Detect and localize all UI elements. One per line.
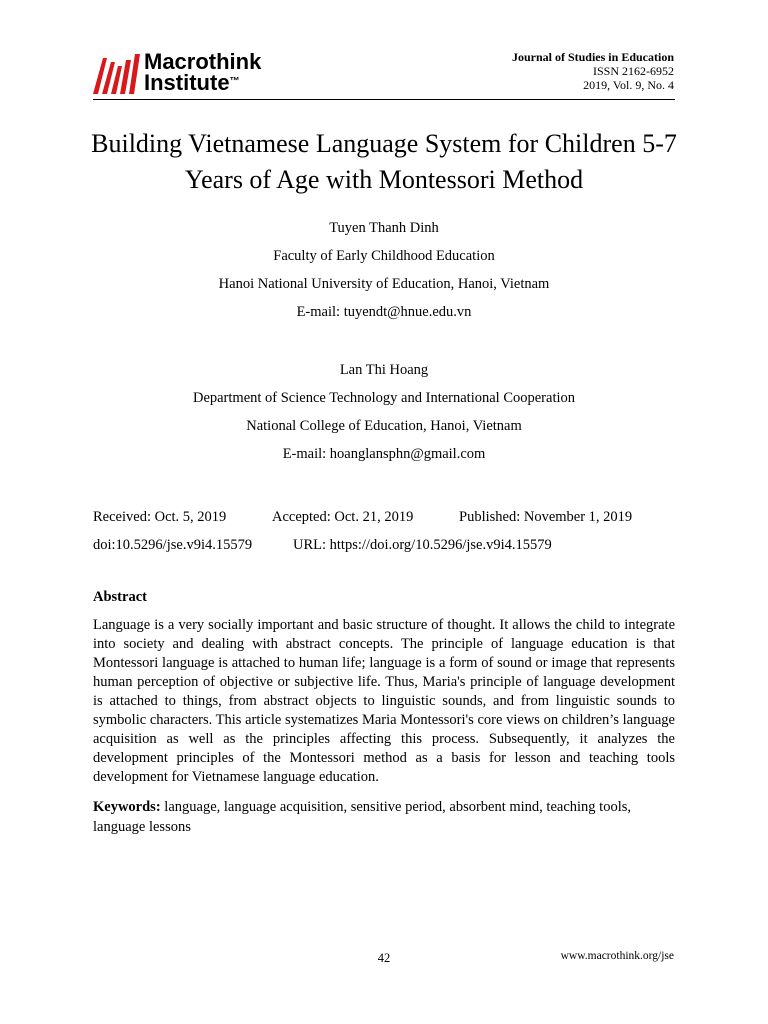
- footer-website[interactable]: www.macrothink.org/jse: [560, 950, 674, 962]
- author-name: Tuyen Thanh Dinh: [329, 220, 439, 236]
- logo-line-1: Macrothink: [144, 49, 262, 74]
- logo-wordmark: [144, 51, 261, 93]
- title-line-2: Years of Age with Montessori Method: [184, 165, 584, 194]
- author-email[interactable]: E-mail: tuyendt@hnue.edu.vn: [296, 304, 472, 320]
- page-number: 42: [377, 951, 391, 965]
- logo-line-2: Institute™: [144, 70, 240, 95]
- author-affiliation: Department of Science Technology and International Cooperation: [192, 390, 576, 406]
- trademark-mark: ™: [229, 76, 240, 87]
- author-institution: National College of Education, Hanoi, Vietnam: [246, 418, 522, 434]
- journal-issn: ISSN 2162-6952: [592, 64, 674, 78]
- published-date: Published: November 1, 2019: [459, 509, 633, 525]
- publisher-logo: [93, 50, 293, 96]
- paper-title: [60, 126, 708, 198]
- keywords-list: language, language acquisition, sensitive period, absorbent mind, teaching tools, language lessons: [93, 799, 632, 835]
- doi-row: [93, 531, 632, 559]
- publication-dates: [93, 503, 632, 559]
- accepted-date: Accepted: Oct. 21, 2019: [272, 509, 414, 525]
- macrothink-logo-icon: [93, 50, 141, 96]
- author-institution: Hanoi National University of Education, Hanoi, Vietnam: [218, 276, 550, 292]
- journal-volume: 2019, Vol. 9, No. 4: [583, 78, 674, 92]
- keywords-label: Keywords:: [93, 799, 161, 815]
- abstract-text: Language is a very socially important and basic structure of thought. It allows the child to integrate into society and dealing with abstract concepts. The principle of language education is that Montessori language is attached to human life; language is a form of sound or image that represents human perception of objective or subjective life. Thus, Maria's principle of language development is attached to things, from abstract objects to linguistic sounds, and from linguistic sounds to symbolic characters. This article systematizes Maria Montessori's core views on children’s language acquisition as well as the principles affecting this process. Subsequently, it analyzes the development principles of the Montessori method as a basis for lesson and teaching tools development for Vietnamese language education.: [93, 617, 675, 785]
- author-affiliation: Faculty of Early Childhood Education: [273, 248, 495, 264]
- author-email[interactable]: E-mail: hoanglansphn@gmail.com: [282, 446, 486, 462]
- doi-url[interactable]: URL: https://doi.org/10.5296/jse.v9i4.15579: [293, 537, 552, 553]
- author-name: Lan Thi Hoang: [339, 362, 429, 378]
- journal-name: Journal of Studies in Education: [511, 50, 674, 64]
- title-line-1: Building Vietnamese Language System for Children 5-7: [91, 129, 677, 158]
- journal-info: [512, 50, 674, 92]
- abstract-heading: Abstract: [93, 589, 147, 605]
- received-date: Received: Oct. 5, 2019: [93, 509, 227, 525]
- keywords: [93, 798, 675, 837]
- author-block-1: [60, 214, 708, 326]
- dates-row: [93, 503, 632, 531]
- doi-text[interactable]: doi:10.5296/jse.v9i4.15579: [93, 537, 253, 553]
- header-divider: [93, 99, 675, 100]
- author-block-2: [60, 356, 708, 468]
